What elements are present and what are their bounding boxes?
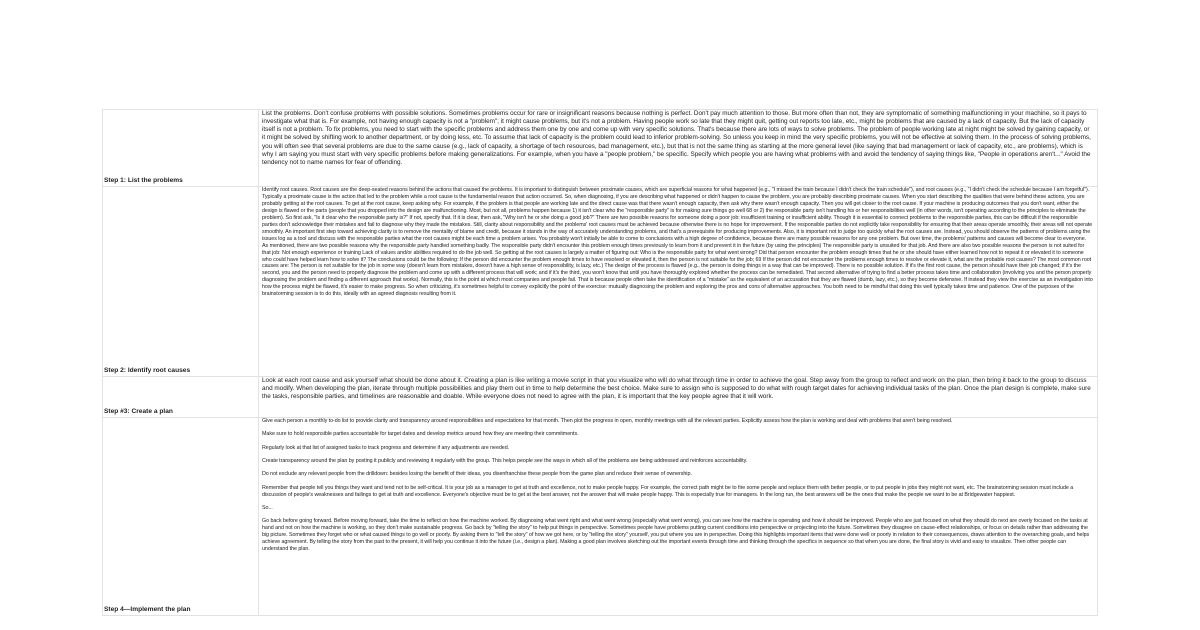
step-4-paragraph: Regularly look at that list of assigned tasks to track progress and determine if any adjustments are needed. (262, 444, 510, 451)
step-row-2 (103, 187, 1098, 377)
step-row-4 (103, 418, 1098, 616)
step-4-paragraph: Go back before going forward. Before moving forward, take the time to reflect on how the machine worked. By diagnosing what went right and what went wrong (especially what went wrong), you can see how the machine is operating and how it should be improved. People who are just focused on what they should do next are overly focused on the tasks at hand and not on how the machine is working, so they don't make sustainable progress. Go back by "telling the story" to help put things in perspective. Sometimes people have problems putting current conditions into perspective or projecting into the future. Sometimes they disagree on cause-effect relationships, or focus on details rather than addressing the big picture. Sometimes they forget who or what caused things to go well or poorly. By asking them to "tell the story" of how we got here, or by "telling the story" yourself, you put where you are in perspective. Doing this highlights important items that were done well or poorly in relation to their consequences, draws attention to the overarching goals, and helps achieve agreement. By telling the story from the past to the present, it will help you continue it into the future (i.e., design a plan). Making a good plan involves sketching out the important events through time and thinking through the specifics in sequence so that when you are done, the final story is vivid and easy to visualize. Then other people can understand the plan. (262, 518, 1090, 553)
step-4-paragraph: Remember that people tell you things they want and tend not to be self-critical. It is your job as a manager to get at truth and excellence, not to make people happy. For example, the correct path might be to fire some people and replace them with better people, or to put people in jobs they might not want, etc. The brainstorming session must include a discussion of people's weaknesses and failings to get at truth and excellence. Everyone's objective must be to get at the best answer, not the answer that will make people happy. This is especially true for managers. In the long run, the best answers will be the ones that make the people we want to be at Bridgewater happiest. (262, 484, 1074, 498)
step-label-cell (103, 418, 259, 616)
step-4-paragraph: Create transparency around the plan by posting it publicly and reviewing it regularly with the group. This helps people see the ways in which all of the problems are being addressed and reinforces accountability. (262, 458, 748, 465)
step-content-cell (259, 418, 1098, 616)
step-1-label: Step 1: List the problems (104, 177, 183, 184)
step-label-cell (103, 110, 259, 187)
step-2-label: Step 2: Identify root causes (104, 367, 191, 374)
step-label-cell (103, 377, 259, 418)
step-1-paragraph: List the problems. Don't confuse problems with possible solutions. Sometimes problems occur for rare or insignificant reasons because nothing is perfect. Don't pay much attention to those. But more often than not, they are symptomatic of something malfunctioning in your machine, so it pays to investigate what that is. For example, not having enough capacity is not a "problem"; it might cause problems, but it's not a problem. Having people work so late that they might quit, getting out reports too late, etc., might be problems that are caused by a lack of capacity. But the lack of capacity itself is not a problem. To fix problems, you need to start with the specific problems and address them one by one and come up with very specific solutions. That's because there are lots of ways to solve problems. The problem of people working late at night might be solved by gaining capacity, or it might be solved by shifting work to another department, or by doing less, etc. To assume that lack of capacity is the problem could lead to inferior problem-solving. So unless you keep in mind the very specific problems, you will not be effective at solving them. In the process of solving problems, you will often see that several problems are due to the same cause (e.g., lack of capacity, a shortage of tech resources, bad management, etc.), but that is not the same thing as starting at the more general level (like saying that bad management or lack of capacity, etc., are problems), which is why I am saying you must start with very specific problems before making generalizations. For example, when you have a "people problem," be specific. Specify which people you are having what problems with and avoid the tendency of saying things like, "People in operations aren't..." Avoid the tendency not to name names for fear of offending. (262, 110, 1091, 166)
step-label-cell (103, 187, 259, 377)
step-content-cell (259, 110, 1098, 187)
step-content-cell (259, 187, 1098, 377)
step-3-paragraph: Look at each root cause and ask yourself what should be done about it. Creating a plan is like writing a movie script in that you visualize who will do what through time in order to achieve the goal. Step away from the group to reflect and work on the plan, then bring it back to the group to discuss and modify. When developing the plan, iterate through multiple possibilities and play them out in time to help determine the best choice. Make sure to assign who is supposed to do what with rough target dates for achieving individual tasks of the plan. Once the plan design is complete, make sure the tasks, responsible parties, and timelines are reasonable and doable. While everyone does not need to agree with the plan, it is important that the key people agree that it will work. (262, 377, 1091, 401)
step-row-3 (103, 377, 1098, 418)
steps-table (102, 109, 1098, 616)
step-4-paragraph: Make sure to hold responsible parties accountable for target dates and develop metrics around how they are meeting their commitments. (262, 431, 579, 438)
step-4-paragraph: So... (262, 505, 273, 512)
step-row-1 (103, 110, 1098, 187)
step-content-cell (259, 377, 1098, 418)
step-4-paragraph: Give each person a monthly to-do list to provide clarity and transparency around responsibilities and expectations for that month. Then plot the progress in open, monthly meetings with all the relevant parties. Explicitly assess how the plan is working and deal with problems that aren't being resolved. (262, 418, 953, 424)
step-3-label: Step #3: Create a plan (104, 408, 173, 415)
step-4-paragraph: Do not exclude any relevant people from the drilldown: besides losing the benefit of their ideas, you disenfranchise these people from the game plan and reduce their sense of ownership. (262, 471, 692, 478)
step-2-paragraph: Identify root causes. Root causes are the deep-seated reasons behind the actions that caused the problems. It is important to distinguish between proximate causes, which are superficial reasons for what happened (e.g., "I missed the train because I didn't check the train schedule"), and root causes (e.g., "I didn't check the schedule because I am forgetful"). Typically a proximate cause is the action that led to the problem while a root cause is the fundamental reason that action occurred. So, when diagnosing, if you are describing what happened or didn't happen to cause the problem, you are probably describing proximate causes. When you start describing the qualities that were behind these actions, you are probably getting at the root causes. To get at the root cause, keep asking why. For example, if the problem is that people are working late and the direct cause was that there wasn't enough capacity, then ask why there wasn't enough capacity. Then you will get closer to the root cause. If your machine is producing outcomes that you don't want, either the design is flawed or the parts (people that you dropped into the design are malfunctioning. Most, but not all, problems happen because 1) it isn't clear who the "responsible party" is for making sure things go well 68 or 2) the responsible party isn't handling his or her responsibilities well (in other words, isn't operating according to the principles to eliminate the problem). So first ask, "Is it clear who the responsible party is?" If not, specify that. If it is clear, then ask, "Why isn't he or she doing a good job?" There are two possible reasons for someone doing a poor job: insufficient training or insufficient ability. Though it is essential to connect problems to the responsible parties, this can be difficult if the responsible parties don't acknowledge their mistakes and fail to diagnose why they made the mistakes. Still, clarity about responsibility and the problems' root causes must be achieved because otherwise there is no hope for improvement. If the responsible parties do not explicitly take responsibility for ensuring that their areas operate smoothly, their areas will not operate smoothly. An important first step toward achieving clarity is to remove the mentality of blame and credit, because it stands in the way of accurately understanding problems, and that's a prerequisite for producing improvements. Also, it is important not to judge too quickly what the root causes are. Instead, you should observe the patterns of problems using the issues log as a tool and discuss with the responsible parties what the root causes might be each time a problem arises. You probably won't initially be able to come to conclusions with a high degree of confidence, because there are many possible reasons for any one problem. But over time, the problems' patterns and causes will become clear to everyone. As mentioned, there are two possible reasons why the responsible party handled something badly. The responsible party didn't encounter this problem enough times previously to learn from it and prevent it in the future (by using the principles) The responsible party is unsuited for that job. And there are also two possible reasons the person is not suited for that job: Not enough experience or training Lack of values and/or abilities required to do the job well. So getting at the root causes is largely a matter of figuring out: Who is the responsible party for what went wrong? Did that person encounter the problem enough times that he or she should have either learned how not to repeat it or elevated it to someone who could have helped learn how to solve it? The conclusions could be the following: If the person did encounter the problem enough times to have resolved or elevated it, then the person is not suitable for the job; 69 If the person did not encounter the problems enough times to resolve or elevate it, what are the probable root causes? The most common root causes are: The person is not suitable for the job in some way (doesn't learn from mistakes, doesn't have a high sense of responsibility, is lazy, etc.) The design of the process is flawed (e.g., the person is doing things in a way that can be improved). There is no possible solution. If it's the first root cause, the person should have their job changed; if it's the second, you and the person need to properly diagnose the problem and come up with a different process that will work; and if it's the third, you won't know that until you have thoroughly explored whether the process can be remediated. That second alternative of trying to find a better process takes time and collaboration (involving you and the person properly diagnosing the problem and finding a different approach that works). Normally, this is the point at which most companies and people fail. That is because people often take the identification of a "mistake" as the equivalent of an accusation that they are flawed (dumb, lazy, etc.), so they become defensive. If instead they view the exercise as an investigation into how the process might be flawed, it's easier to make progress. So when criticizing, it's sometimes helpful to convey explicitly the point of the exercise: mutually diagnosing the problem and exploring the pros and cons of alternative approaches. You both need to be mindful that doing this well typically takes time and patience. One of the purposes of the brainstorming session is to do this, ideally with an agreed diagnosis resulting from it. (262, 187, 1093, 298)
step-4-label: Step 4—Implement the plan (104, 606, 191, 613)
